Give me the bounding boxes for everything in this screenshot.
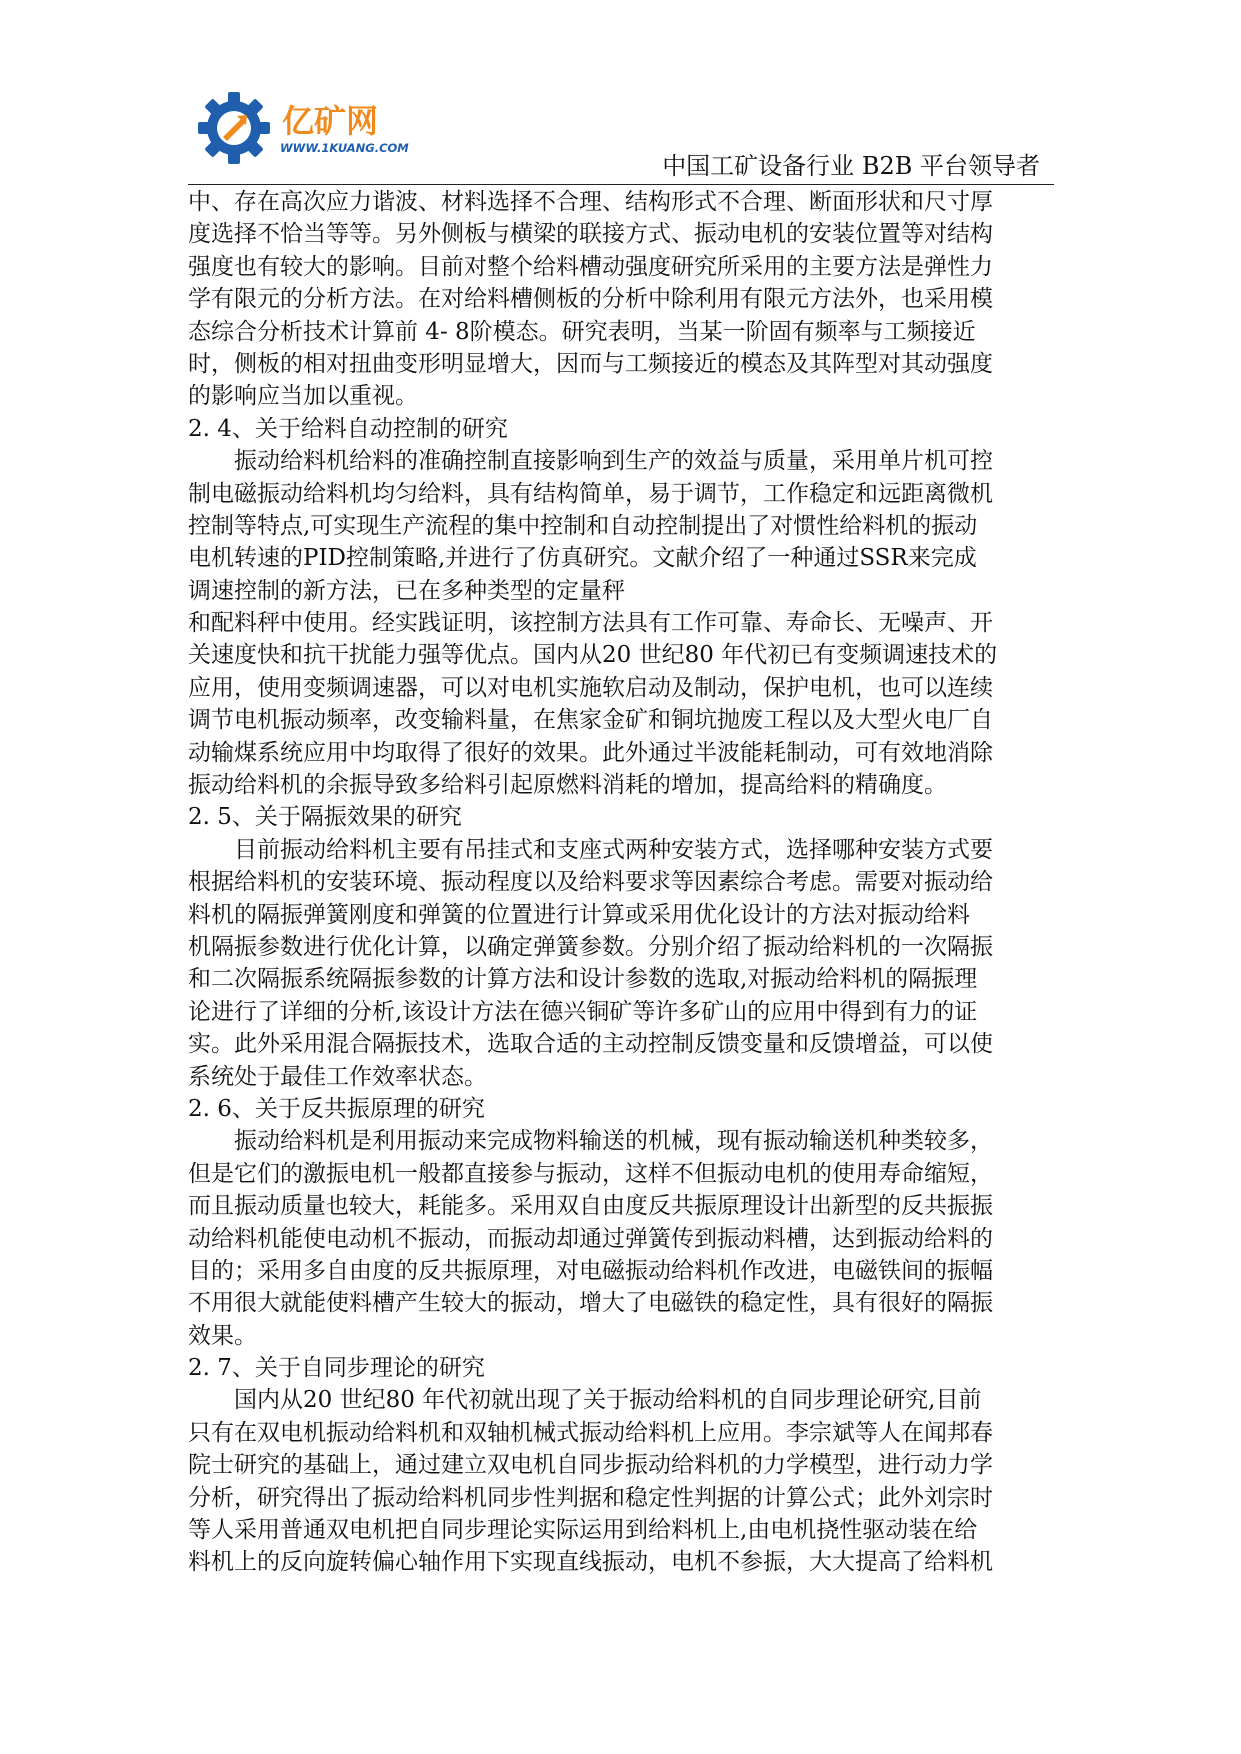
text-line: 和配料秤中使用。经实践证明，该控制方法具有工作可靠、寿命长、无噪声、开 <box>188 610 993 637</box>
site-logo <box>198 92 458 182</box>
text-line: 实。此外采用混合隔振技术，选取合适的主动控制反馈变量和反馈增益，可以使 <box>188 1031 993 1058</box>
text-line: 电机转速的PID控制策略,并进行了仿真研究。文献介绍了一种通过SSR来完成 <box>188 545 977 572</box>
text-line: 的影响应当加以重视。 <box>188 383 418 410</box>
text-line: 中、存在高次应力谐波、材料选择不合理、结构形式不合理、断面形状和尺寸厚 <box>188 189 993 215</box>
text-line: 振动给料机给料的准确控制直接影响到生产的效益与质量，采用单片机可控 <box>188 448 993 475</box>
text-line: 振动给料机的余振导致多给料引起原燃料消耗的增加，提高给料的精确度。 <box>188 772 947 799</box>
text-line: 而且振动质量也较大，耗能多。采用双自由度反共振原理设计出新型的反共振振 <box>188 1193 993 1220</box>
text-line: 院士研究的基础上，通过建立双电机自同步振动给料机的力学模型，进行动力学 <box>188 1452 993 1479</box>
header-divider <box>188 184 1054 185</box>
text-line: 但是它们的激振电机一般都直接参与振动，这样不但振动电机的使用寿命缩短， <box>188 1160 993 1187</box>
gear-logo-icon <box>198 92 458 182</box>
text-line: 只有在双电机振动给料机和双轴机械式振动给料机上应用。李宗斌等人在闻邦春 <box>188 1419 993 1446</box>
text-line: 料机上的反向旋转偏心轴作用下实现直线振动，电机不参振，大大提高了给料机 <box>188 1549 993 1576</box>
text-line: 振动给料机是利用振动来完成物料输送的机械，现有振动输送机种类较多， <box>188 1128 993 1155</box>
text-line: 根据给料机的安装环境、振动程度以及给料要求等因素综合考虑。需要对振动给 <box>188 869 993 896</box>
section-heading: 2. 5、关于隔振效果的研究 <box>188 804 462 831</box>
text-line: 分析，研究得出了振动给料机同步性判据和稳定性判据的计算公式；此外刘宗时 <box>188 1484 993 1511</box>
text-line: 度选择不恰当等等。另外侧板与横梁的联接方式、振动电机的安装位置等对结构 <box>188 221 993 248</box>
text-line: 控制等特点,可实现生产流程的集中控制和自动控制提出了对惯性给料机的振动 <box>188 512 978 539</box>
text-line: 机隔振参数进行优化计算，以确定弹簧参数。分别介绍了振动给料机的一次隔振 <box>188 933 993 960</box>
text-line: 制电磁振动给料机均匀给料，具有结构简单，易于调节，工作稳定和远距离微机 <box>188 480 993 507</box>
text-line: 和二次隔振系统隔振参数的计算方法和设计参数的选取,对振动给料机的隔振理 <box>188 966 978 993</box>
text-line: 系统处于最佳工作效率状态。 <box>188 1063 487 1090</box>
text-line: 关速度快和抗干扰能力强等优点。国内从20 世纪80 年代初已有变频调速技术的 <box>188 642 998 669</box>
svg-text:亿矿网: 亿矿网 <box>282 102 379 140</box>
text-line: 目的；采用多自由度的反共振原理，对电磁振动给料机作改进，电磁铁间的振幅 <box>188 1257 993 1284</box>
text-line: 态综合分析技术计算前 4- 8阶模态。研究表明，当某一阶固有频率与工频接近 <box>188 318 976 345</box>
document-body <box>188 186 1054 1579</box>
text-line: 国内从20 世纪80 年代初就出现了关于振动给料机的自同步理论研究,目前 <box>188 1387 982 1414</box>
text-line: 目前振动给料机主要有吊挂式和支座式两种安装方式，选择哪种安装方式要 <box>188 836 993 863</box>
text-line: 不用很大就能使料槽产生较大的振动，增大了电磁铁的稳定性，具有很好的隔振 <box>188 1290 993 1317</box>
text-line: 动给料机能使电动机不振动，而振动却通过弹簧传到振动料槽，达到振动给料的 <box>188 1225 993 1252</box>
text-line: 动输煤系统应用中均取得了很好的效果。此外通过半波能耗制动，可有效地消除 <box>188 739 993 766</box>
text-line: 调节电机振动频率，改变输料量，在焦家金矿和铜坑抛废工程以及大型火电厂自 <box>188 707 993 734</box>
text-line: 效果。 <box>188 1322 257 1349</box>
header-tagline: 中国工矿设备行业 B2B 平台领导者 <box>662 152 1040 180</box>
text-line: 学有限元的分析方法。在对给料槽侧板的分析中除利用有限元方法外，也采用模 <box>188 286 993 313</box>
section-heading: 2. 4、关于给料自动控制的研究 <box>188 415 508 442</box>
svg-text:WWW.1KUANG.COM: WWW.1KUANG.COM <box>280 141 409 155</box>
section-heading: 2. 7、关于自同步理论的研究 <box>188 1355 485 1382</box>
section-heading: 2. 6、关于反共振原理的研究 <box>188 1095 485 1122</box>
text-line: 论进行了详细的分析,该设计方法在德兴铜矿等许多矿山的应用中得到有力的证 <box>188 998 978 1025</box>
text-line: 等人采用普通双电机把自同步理论实际运用到给料机上,由电机挠性驱动装在给 <box>188 1517 978 1544</box>
text-line: 应用，使用变频调速器，可以对电机实施软启动及制动，保护电机，也可以连续 <box>188 674 993 701</box>
page-header <box>0 0 1241 190</box>
text-line: 时，侧板的相对扭曲变形明显增大，因而与工频接近的模态及其阵型对其动强度 <box>188 350 993 377</box>
text-line: 强度也有较大的影响。目前对整个给料槽动强度研究所采用的主要方法是弹性力 <box>188 253 993 280</box>
text-line: 料机的隔振弹簧刚度和弹簧的位置进行计算或采用优化设计的方法对振动给料 <box>188 901 970 928</box>
text-line: 调速控制的新方法，已在多种类型的定量秤 <box>188 577 625 604</box>
